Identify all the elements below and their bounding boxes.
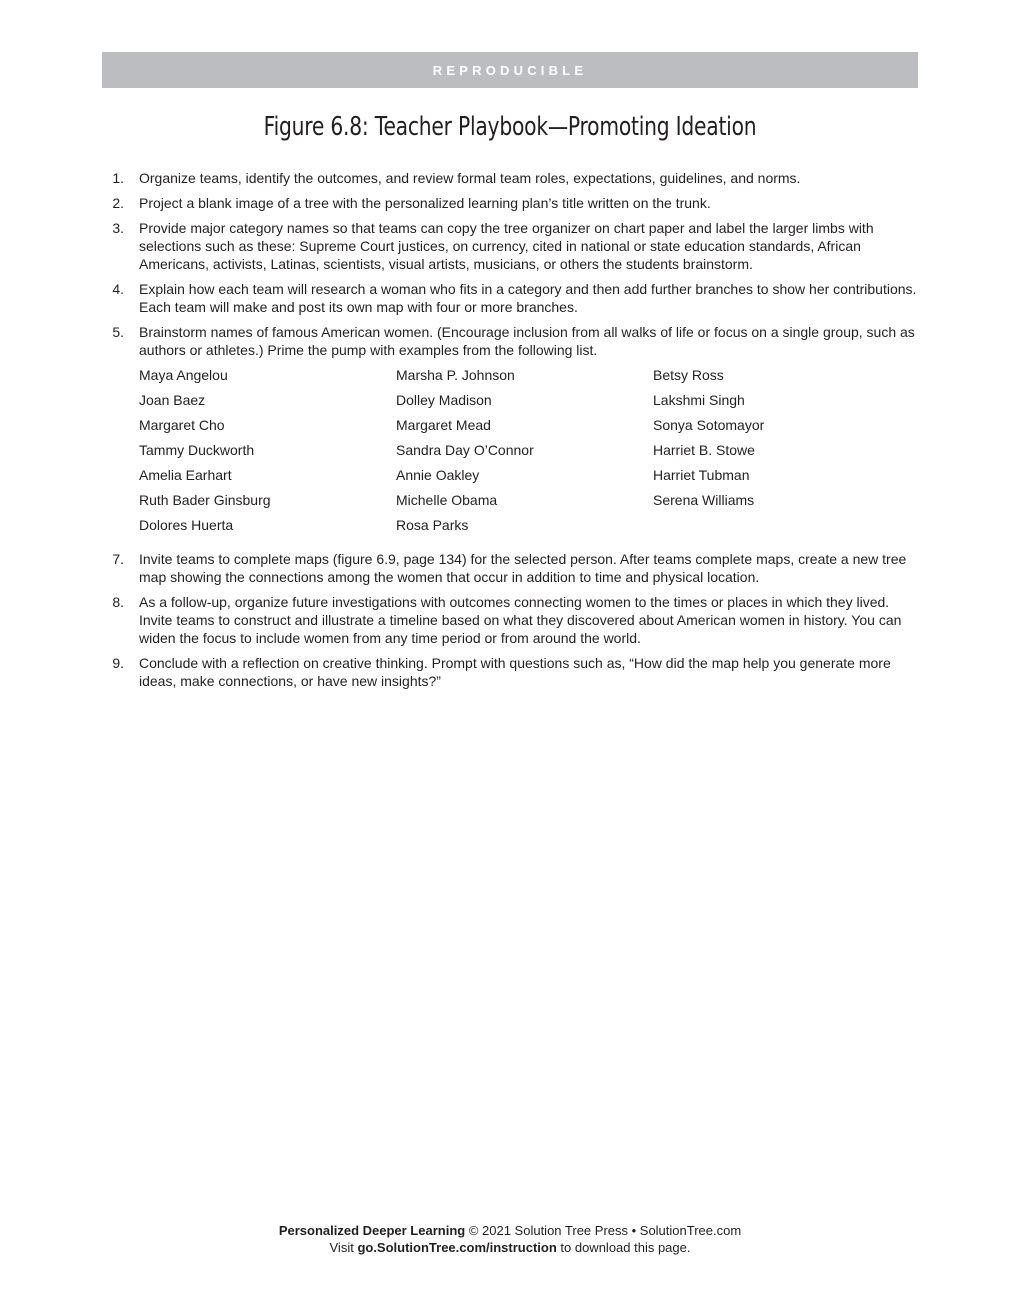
list-item (102, 550, 922, 586)
name-entry: Dolores Huerta (139, 517, 234, 533)
item-text: Explain how each team will research a woman who fits in a category and then add further branches to show her contributions. Each team will make and post its own map with four or more branches. (139, 281, 917, 315)
item-text: Provide major category names so that teams can copy the tree organizer on chart paper and label the larger limbs with selections such as these: Supreme Court justices, on currency, cited in national or state education standards, African Americans, activists, Latinas, scientists, visual artists, musicians, or others the students brainstorm. (139, 220, 874, 272)
visit-text: Visit (329, 1240, 358, 1255)
download-text: to download this page. (556, 1240, 691, 1255)
list-item (102, 593, 922, 647)
name-entry: Sonya Sotomayor (653, 417, 765, 433)
item-text: Brainstorm names of famous American women. (Encourage inclusion from all walks of life or focus on a single group, such as authors or athletes.) Prime the pump with examples from the following list. (139, 324, 915, 358)
steps-list (102, 169, 922, 697)
list-item (102, 194, 922, 212)
name-entry: Ruth Bader Ginsburg (139, 492, 271, 508)
name-entry: Dolley Madison (396, 392, 492, 408)
name-entry: Marsha P. Johnson (396, 367, 515, 383)
list-item (102, 169, 922, 187)
download-link[interactable]: go.SolutionTree.com/instruction (357, 1240, 557, 1255)
name-entry: Harriet B. Stowe (653, 442, 755, 458)
list-item (102, 323, 922, 359)
name-entry: Betsy Ross (653, 367, 724, 383)
name-entry: Michelle Obama (396, 492, 498, 508)
item-number: 1. (112, 170, 124, 186)
name-entry: Rosa Parks (396, 517, 469, 533)
item-text: Invite teams to complete maps (figure 6.9, page 134) for the selected person. After teams complete maps, create a new tree map showing the connections among the women that occur in addition to time and physical location. (139, 551, 907, 585)
name-entry: Margaret Cho (139, 417, 225, 433)
list-item (102, 219, 922, 273)
name-entry: Lakshmi Singh (653, 392, 745, 408)
item-text: Project a blank image of a tree with the personalized learning plan’s title written on the trunk. (139, 195, 711, 211)
list-item (102, 280, 922, 316)
name-entry: Tammy Duckworth (139, 442, 255, 458)
copyright-text: © 2021 Solution Tree Press • SolutionTree.com (465, 1223, 742, 1238)
footer-line-2 (0, 1239, 1020, 1256)
item-number: 5. (112, 324, 124, 340)
reproducible-banner (102, 52, 918, 88)
name-entry: Annie Oakley (396, 467, 480, 483)
item-text: As a follow-up, organize future investigations with outcomes connecting women to the times or places in which they lived. Invite teams to construct and illustrate a timeline based on what they discovered about American women in history. You can widen the focus to include women from any time period or from around the world. (139, 594, 902, 646)
women-names-grid (139, 366, 922, 541)
name-entry: Joan Baez (139, 392, 206, 408)
item-number: 2. (112, 195, 124, 211)
list-item (102, 654, 922, 690)
figure-title: Figure 6.8: Teacher Playbook—Promoting Ideation (263, 112, 757, 142)
item-text: Organize teams, identify the outcomes, and review formal team roles, expectations, guidelines, and norms. (139, 170, 801, 186)
name-entry (653, 516, 910, 541)
item-number: 8. (112, 594, 124, 610)
book-title: Personalized Deeper Learning (278, 1223, 466, 1238)
name-entry: Maya Angelou (139, 367, 228, 383)
name-entry: Margaret Mead (396, 417, 491, 433)
page-footer (0, 1222, 1020, 1256)
name-entry: Harriet Tubman (653, 467, 750, 483)
item-number: 9. (112, 655, 124, 671)
name-entry: Serena Williams (653, 492, 755, 508)
banner-label: REPRODUCIBLE (432, 63, 588, 78)
item-number: 7. (112, 551, 124, 567)
item-number: 3. (112, 220, 124, 236)
item-text: Conclude with a reflection on creative thinking. Prompt with questions such as, “How did the map help you generate more ideas, make connections, or have new insights?” (139, 655, 891, 689)
footer-line-1 (0, 1222, 1020, 1239)
item-number: 4. (112, 281, 124, 297)
name-entry: Sandra Day O’Connor (396, 442, 534, 458)
name-entry: Amelia Earhart (139, 467, 232, 483)
